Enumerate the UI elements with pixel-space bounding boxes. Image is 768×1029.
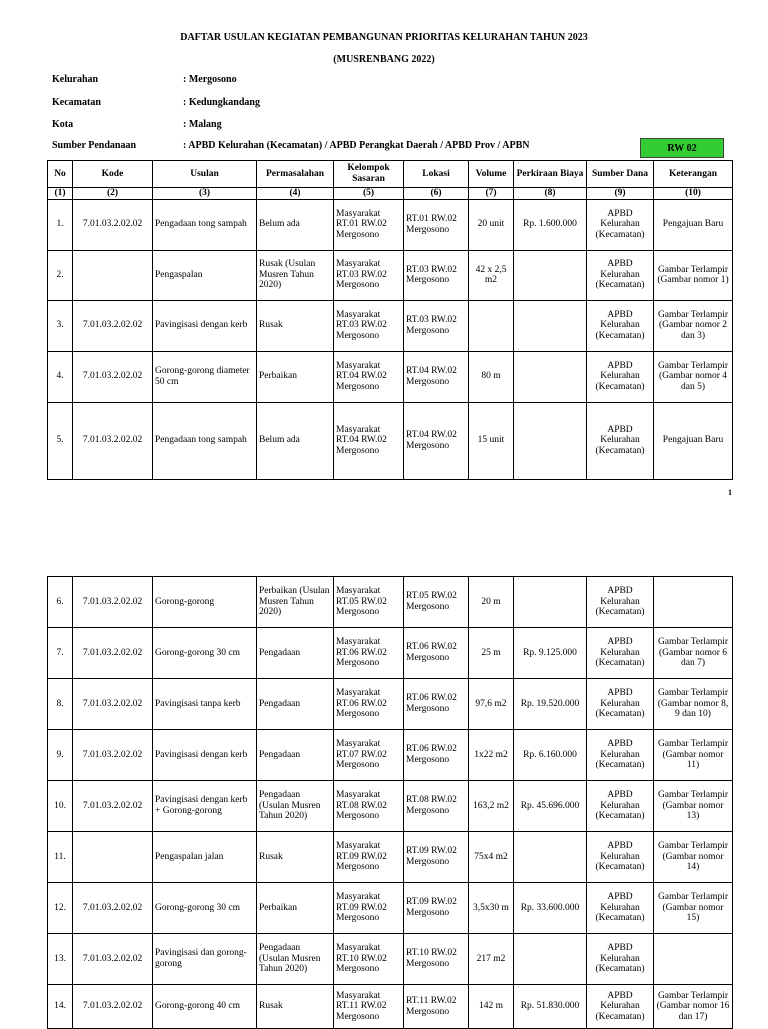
lokasi-cell: RT.06 RW.02 Mergosono (404, 730, 469, 781)
volume-cell: 3,5x30 m (469, 883, 514, 934)
usulan-cell: Pavingisasi dengan kerb (153, 300, 257, 351)
meta-value: : Malang (183, 119, 222, 130)
permasalahan-cell: Rusak (Usulan Musren Tahun 2020) (257, 250, 334, 300)
kode-cell (73, 250, 153, 300)
sasaran-cell: Masyarakat RT.04 RW.02 Mergosono (334, 351, 404, 402)
biaya-cell (514, 250, 587, 300)
lokasi-cell: RT.04 RW.02 Mergosono (404, 351, 469, 402)
sumber-dana-cell: APBD Kelurahan (Kecamatan) (587, 628, 654, 679)
sumber-dana-cell: APBD Kelurahan (Kecamatan) (587, 351, 654, 402)
usulan-cell: Gorong-gorong 40 cm (153, 985, 257, 1029)
keterangan-cell: Gambar Terlampir (Gambar nomor 15) (654, 883, 733, 934)
table-row (48, 250, 733, 300)
biaya-cell: Rp. 9.125.000 (514, 628, 587, 679)
usulan-cell: Pavingisasi dan gorong-gorong (153, 934, 257, 985)
biaya-cell (514, 577, 587, 628)
keterangan-cell: Gambar Terlampir (Gambar nomor 13) (654, 781, 733, 832)
kode-cell: 7.01.03.2.02.02 (73, 402, 153, 479)
volume-cell: 15 unit (469, 402, 514, 479)
permasalahan-cell: Pengadaan (Usulan Musren Tahun 2020) (257, 934, 334, 985)
keterangan-cell: Gambar Terlampir (Gambar nomor 1) (654, 250, 733, 300)
biaya-cell: Rp. 19.520.000 (514, 679, 587, 730)
usulan-cell: Gorong-gorong (153, 577, 257, 628)
sasaran-cell: Masyarakat RT.10 RW.02 Mergosono (334, 934, 404, 985)
meta-value: : Kedungkandang (183, 97, 260, 108)
biaya-cell: Rp. 1.600.000 (514, 199, 587, 250)
kode-cell: 7.01.03.2.02.02 (73, 883, 153, 934)
volume-cell: 217 m2 (469, 934, 514, 985)
permasalahan-cell: Belum ada (257, 199, 334, 250)
kode-cell: 7.01.03.2.02.02 (73, 985, 153, 1029)
table-row (48, 781, 733, 832)
permasalahan-cell: Pengadaan (257, 730, 334, 781)
header-perkiraan-biaya: Perkiraan Biaya (514, 161, 587, 188)
volume-cell (469, 300, 514, 351)
sumber-dana-cell: APBD Kelurahan (Kecamatan) (587, 985, 654, 1029)
keterangan-cell: Pengajuan Baru (654, 402, 733, 479)
biaya-cell (514, 351, 587, 402)
permasalahan-cell: Rusak (257, 300, 334, 351)
header-number: (2) (73, 188, 153, 200)
sumber-dana-cell: APBD Kelurahan (Kecamatan) (587, 199, 654, 250)
permasalahan-cell: Perbaikan (257, 883, 334, 934)
table-row (48, 300, 733, 351)
sasaran-cell: Masyarakat RT.09 RW.02 Mergosono (334, 832, 404, 883)
header-number: (4) (257, 188, 334, 200)
header-volume: Volume (469, 161, 514, 188)
biaya-cell: Rp. 33.600.000 (514, 883, 587, 934)
keterangan-cell: Gambar Terlampir (Gambar nomor 2 dan 3) (654, 300, 733, 351)
lokasi-cell: RT.09 RW.02 Mergosono (404, 883, 469, 934)
table-row (48, 883, 733, 934)
keterangan-cell: Gambar Terlampir (Gambar nomor 14) (654, 832, 733, 883)
sumber-dana-cell: APBD Kelurahan (Kecamatan) (587, 250, 654, 300)
header-number: (5) (334, 188, 404, 200)
keterangan-cell: Pengajuan Baru (654, 199, 733, 250)
no-cell: 11. (48, 832, 73, 883)
sasaran-cell: Masyarakat RT.09 RW.02 Mergosono (334, 883, 404, 934)
header-lokasi: Lokasi (404, 161, 469, 188)
header-sumber-dana: Sumber Dana (587, 161, 654, 188)
table-row (48, 730, 733, 781)
kode-cell (73, 832, 153, 883)
table-row (48, 351, 733, 402)
kode-cell: 7.01.03.2.02.02 (73, 781, 153, 832)
kode-cell: 7.01.03.2.02.02 (73, 577, 153, 628)
table-row (48, 628, 733, 679)
volume-cell: 1x22 m2 (469, 730, 514, 781)
volume-cell: 142 m (469, 985, 514, 1029)
usulan-cell: Pavingisasi dengan kerb + Gorong-gorong (153, 781, 257, 832)
volume-cell: 25 m (469, 628, 514, 679)
permasalahan-cell: Belum ada (257, 402, 334, 479)
sasaran-cell: Masyarakat RT.04 RW.02 Mergosono (334, 402, 404, 479)
table-row (48, 402, 733, 479)
sasaran-cell: Masyarakat RT.08 RW.02 Mergosono (334, 781, 404, 832)
header-number: (10) (654, 188, 733, 200)
no-cell: 7. (48, 628, 73, 679)
permasalahan-cell: Perbaikan (Usulan Musren Tahun 2020) (257, 577, 334, 628)
lokasi-cell: RT.03 RW.02 Mergosono (404, 250, 469, 300)
document-subtitle: (MUSRENBANG 2022) (333, 54, 435, 65)
no-cell: 10. (48, 781, 73, 832)
sumber-dana-cell: APBD Kelurahan (Kecamatan) (587, 832, 654, 883)
no-cell: 3. (48, 300, 73, 351)
usulan-cell: Pavingisasi tanpa kerb (153, 679, 257, 730)
meta-label: Sumber Pendanaan (52, 140, 137, 151)
biaya-cell (514, 934, 587, 985)
kode-cell: 7.01.03.2.02.02 (73, 351, 153, 402)
lokasi-cell: RT.06 RW.02 Mergosono (404, 679, 469, 730)
no-cell: 8. (48, 679, 73, 730)
keterangan-cell: Gambar Terlampir (Gambar nomor 6 dan 7) (654, 628, 733, 679)
keterangan-cell: Gambar Terlampir (Gambar nomor 11) (654, 730, 733, 781)
no-cell: 6. (48, 577, 73, 628)
lokasi-cell: RT.11 RW.02 Mergosono (404, 985, 469, 1029)
header-kelompok-sasaran: Kelompok Sasaran (334, 161, 404, 188)
keterangan-cell: Gambar Terlampir (Gambar nomor 8, 9 dan 10) (654, 679, 733, 730)
header-number: (8) (514, 188, 587, 200)
usulan-cell: Pengaspalan (153, 250, 257, 300)
biaya-cell: Rp. 45.696.000 (514, 781, 587, 832)
page-number: 1 (728, 488, 732, 497)
usulan-cell: Pengaspalan jalan (153, 832, 257, 883)
usulan-cell: Gorong-gorong diameter 50 cm (153, 351, 257, 402)
keterangan-cell: Gambar Terlampir (Gambar nomor 4 dan 5) (654, 351, 733, 402)
no-cell: 2. (48, 250, 73, 300)
header-keterangan: Keterangan (654, 161, 733, 188)
usulan-cell: Gorong-gorong 30 cm (153, 883, 257, 934)
meta-label: Kecamatan (52, 97, 101, 108)
sumber-dana-cell: APBD Kelurahan (Kecamatan) (587, 577, 654, 628)
no-cell: 9. (48, 730, 73, 781)
usulan-table-page-2 (47, 576, 733, 1029)
kode-cell: 7.01.03.2.02.02 (73, 628, 153, 679)
table-row (48, 832, 733, 883)
header-usulan: Usulan (153, 161, 257, 188)
volume-cell: 75x4 m2 (469, 832, 514, 883)
header-number: (7) (469, 188, 514, 200)
biaya-cell (514, 832, 587, 883)
sumber-dana-cell: APBD Kelurahan (Kecamatan) (587, 679, 654, 730)
usulan-cell: Pengadaan tong sampah (153, 402, 257, 479)
permasalahan-cell: Rusak (257, 832, 334, 883)
kode-cell: 7.01.03.2.02.02 (73, 199, 153, 250)
permasalahan-cell: Rusak (257, 985, 334, 1029)
sumber-dana-cell: APBD Kelurahan (Kecamatan) (587, 883, 654, 934)
lokasi-cell: RT.09 RW.02 Mergosono (404, 832, 469, 883)
header-kode: Kode (73, 161, 153, 188)
keterangan-cell (654, 577, 733, 628)
sasaran-cell: Masyarakat RT.11 RW.02 Mergosono (334, 985, 404, 1029)
kode-cell: 7.01.03.2.02.02 (73, 730, 153, 781)
sasaran-cell: Masyarakat RT.01 RW.02 Mergosono (334, 199, 404, 250)
lokasi-cell: RT.04 RW.02 Mergosono (404, 402, 469, 479)
lokasi-cell: RT.08 RW.02 Mergosono (404, 781, 469, 832)
sumber-dana-cell: APBD Kelurahan (Kecamatan) (587, 730, 654, 781)
volume-cell: 163,2 m2 (469, 781, 514, 832)
document-title: DAFTAR USULAN KEGIATAN PEMBANGUNAN PRIORITAS KELURAHAN TAHUN 2023 (180, 32, 588, 43)
header-row (48, 161, 733, 188)
sasaran-cell: Masyarakat RT.07 RW.02 Mergosono (334, 730, 404, 781)
sasaran-cell: Masyarakat RT.06 RW.02 Mergosono (334, 628, 404, 679)
biaya-cell: Rp. 6.160.000 (514, 730, 587, 781)
table-row (48, 199, 733, 250)
usulan-cell: Gorong-gorong 30 cm (153, 628, 257, 679)
volume-cell: 97,6 m2 (469, 679, 514, 730)
meta-label: Kota (52, 119, 74, 130)
usulan-cell: Pavingisasi dengan kerb (153, 730, 257, 781)
biaya-cell (514, 402, 587, 479)
sumber-dana-cell: APBD Kelurahan (Kecamatan) (587, 934, 654, 985)
header-number: (6) (404, 188, 469, 200)
header-number: (9) (587, 188, 654, 200)
lokasi-cell: RT.01 RW.02 Mergosono (404, 199, 469, 250)
sumber-dana-cell: APBD Kelurahan (Kecamatan) (587, 300, 654, 351)
header-number: (3) (153, 188, 257, 200)
header-permasalahan: Permasalahan (257, 161, 334, 188)
table-row (48, 679, 733, 730)
permasalahan-cell: Pengadaan (257, 679, 334, 730)
no-cell: 4. (48, 351, 73, 402)
no-cell: 13. (48, 934, 73, 985)
permasalahan-cell: Perbaikan (257, 351, 334, 402)
lokasi-cell: RT.06 RW.02 Mergosono (404, 628, 469, 679)
no-cell: 14. (48, 985, 73, 1029)
kode-cell: 7.01.03.2.02.02 (73, 679, 153, 730)
no-cell: 1. (48, 199, 73, 250)
permasalahan-cell: Pengadaan (257, 628, 334, 679)
meta-label: Kelurahan (52, 74, 99, 85)
table-row (48, 985, 733, 1029)
biaya-cell: Rp. 51.830.000 (514, 985, 587, 1029)
usulan-table-page-1 (47, 160, 733, 480)
header-number-row (48, 188, 733, 200)
permasalahan-cell: Pengadaan (Usulan Musren Tahun 2020) (257, 781, 334, 832)
header-no: No (48, 161, 73, 188)
lokasi-cell: RT.05 RW.02 Mergosono (404, 577, 469, 628)
rw-badge: RW 02 (640, 138, 724, 158)
sasaran-cell: Masyarakat RT.05 RW.02 Mergosono (334, 577, 404, 628)
lokasi-cell: RT.10 RW.02 Mergosono (404, 934, 469, 985)
kode-cell: 7.01.03.2.02.02 (73, 934, 153, 985)
lokasi-cell: RT.03 RW.02 Mergosono (404, 300, 469, 351)
biaya-cell (514, 300, 587, 351)
sasaran-cell: Masyarakat RT.06 RW.02 Mergosono (334, 679, 404, 730)
sumber-dana-cell: APBD Kelurahan (Kecamatan) (587, 781, 654, 832)
table-row (48, 934, 733, 985)
volume-cell: 80 m (469, 351, 514, 402)
sasaran-cell: Masyarakat RT.03 RW.02 Mergosono (334, 250, 404, 300)
meta-value: : APBD Kelurahan (Kecamatan) / APBD Perangkat Daerah / APBD Prov / APBN (183, 140, 530, 151)
kode-cell: 7.01.03.2.02.02 (73, 300, 153, 351)
header-number: (1) (48, 188, 73, 200)
volume-cell: 20 unit (469, 199, 514, 250)
table-row (48, 577, 733, 628)
keterangan-cell (654, 934, 733, 985)
no-cell: 12. (48, 883, 73, 934)
sumber-dana-cell: APBD Kelurahan (Kecamatan) (587, 402, 654, 479)
volume-cell: 42 x 2,5 m2 (469, 250, 514, 300)
meta-value: : Mergosono (183, 74, 237, 85)
no-cell: 5. (48, 402, 73, 479)
usulan-cell: Pengadaan tong sampah (153, 199, 257, 250)
sasaran-cell: Masyarakat RT.03 RW.02 Mergosono (334, 300, 404, 351)
keterangan-cell: Gambar Terlampir (Gambar nomor 16 dan 17) (654, 985, 733, 1029)
volume-cell: 20 m (469, 577, 514, 628)
